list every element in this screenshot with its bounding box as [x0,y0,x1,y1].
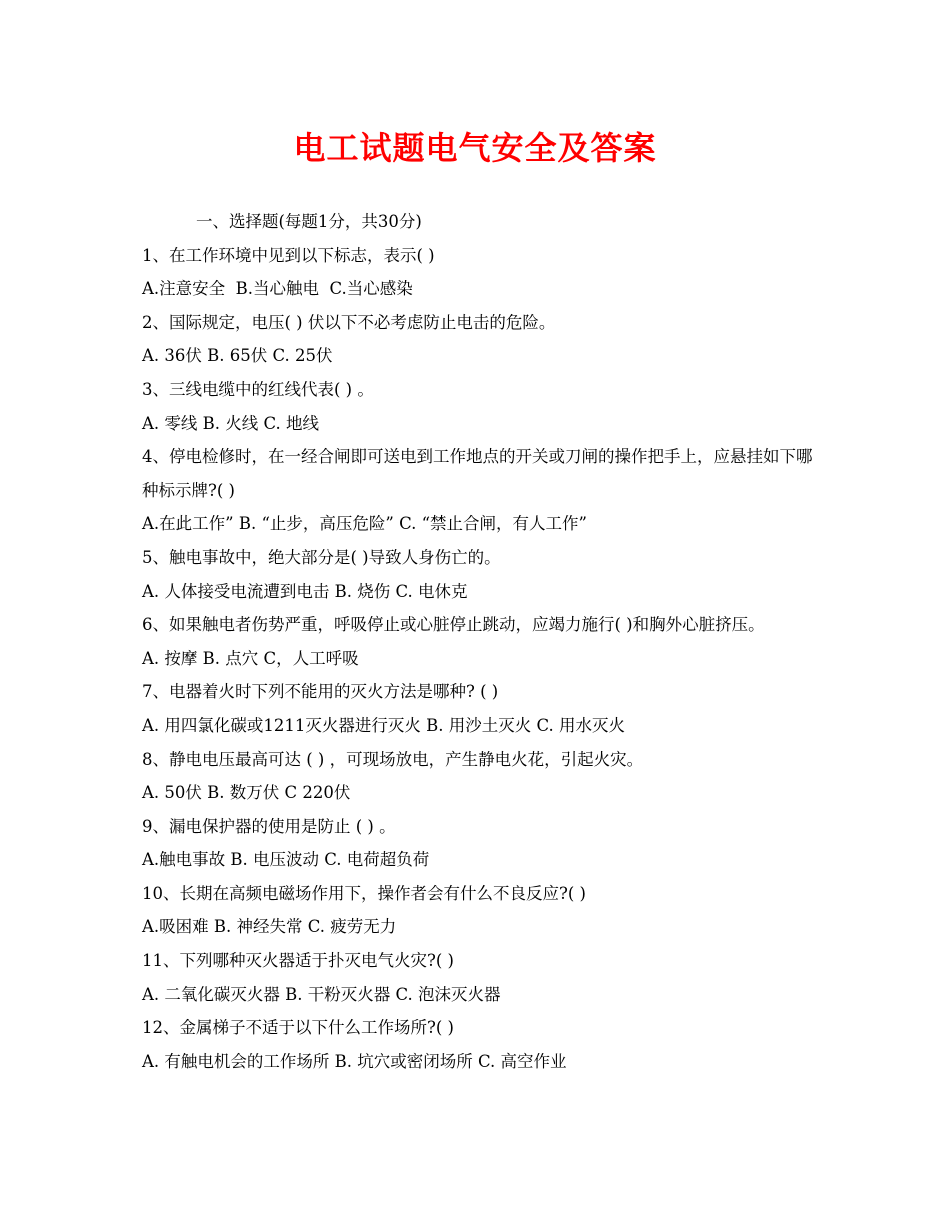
options-5: A. 人体接受电流遭到电击 B. 烧伤 C. 电休克 [142,581,468,601]
question-7: 7、电器着火时下列不能用的灭火方法是哪种? ( ) [142,682,499,702]
question-12: 12、金属梯子不适于以下什么工作场所?( ) [142,1018,454,1038]
document-title: 电工试题电气安全及答案 [293,129,657,167]
options-4: A.在此工作” B. “止步，高压危险” C. “禁止合闸，有人工作” [142,514,587,534]
options-3: A. 零线 B. 火线 C. 地线 [142,413,320,433]
question-11: 11、下列哪种灭火器适于扑灭电气火灾?( ) [142,951,454,971]
question-4: 4、停电检修时，在一经合闸即可送电到工作地点的开关或刀闸的操作把手上，应悬挂如下哪种标示牌?( ) [142,447,813,500]
section-heading: 一、选择题(每题1分，共30分) [196,212,422,231]
question-5: 5、触电事故中，绝大部分是( )导致人身伤亡的。 [142,547,501,567]
question-3: 3、三线电缆中的红线代表( ) 。 [142,379,374,399]
question-9: 9、漏电保护器的使用是防止 ( ) 。 [142,816,396,836]
question-8: 8、静电电压最高可达 ( ) ，可现场放电，产生静电火花，引起火灾。 [142,749,644,769]
options-7: A. 用四氯化碳或1211灭火器进行灭火 B. 用沙土灭火 C. 用水灭火 [142,715,626,735]
options-6: A. 按摩 B. 点穴 C，人工呼吸 [142,648,359,668]
options-9: A.触电事故 B. 电压波动 C. 电荷超负荷 [142,850,430,870]
options-12: A. 有触电机会的工作场所 B. 坑穴或密闭场所 C. 高空作业 [142,1051,567,1071]
options-1: A.注意安全 B.当心触电 C.当心感染 [142,279,413,299]
question-10: 10、长期在高频电磁场作用下，操作者会有什么不良反应?( ) [142,883,586,903]
options-8: A. 50伏 B. 数万伏 C 220伏 [142,783,351,803]
options-10: A.吸困难 B. 神经失常 C. 疲劳无力 [142,917,397,937]
options-11: A. 二氧化碳灭火器 B. 干粉灭火器 C. 泡沫灭火器 [142,984,501,1004]
options-2: A. 36伏 B. 65伏 C. 25伏 [142,346,333,366]
question-1: 1、在工作环境中见到以下标志，表示( ) [142,245,435,265]
document-body [142,205,822,1078]
question-2: 2、国际规定，电压( ) 伏以下不必考虑防止电击的危险。 [142,312,556,332]
question-6: 6、如果触电者伤势严重，呼吸停止或心脏停止跳动，应竭力施行( )和胸外心脏挤压。 [142,615,765,635]
